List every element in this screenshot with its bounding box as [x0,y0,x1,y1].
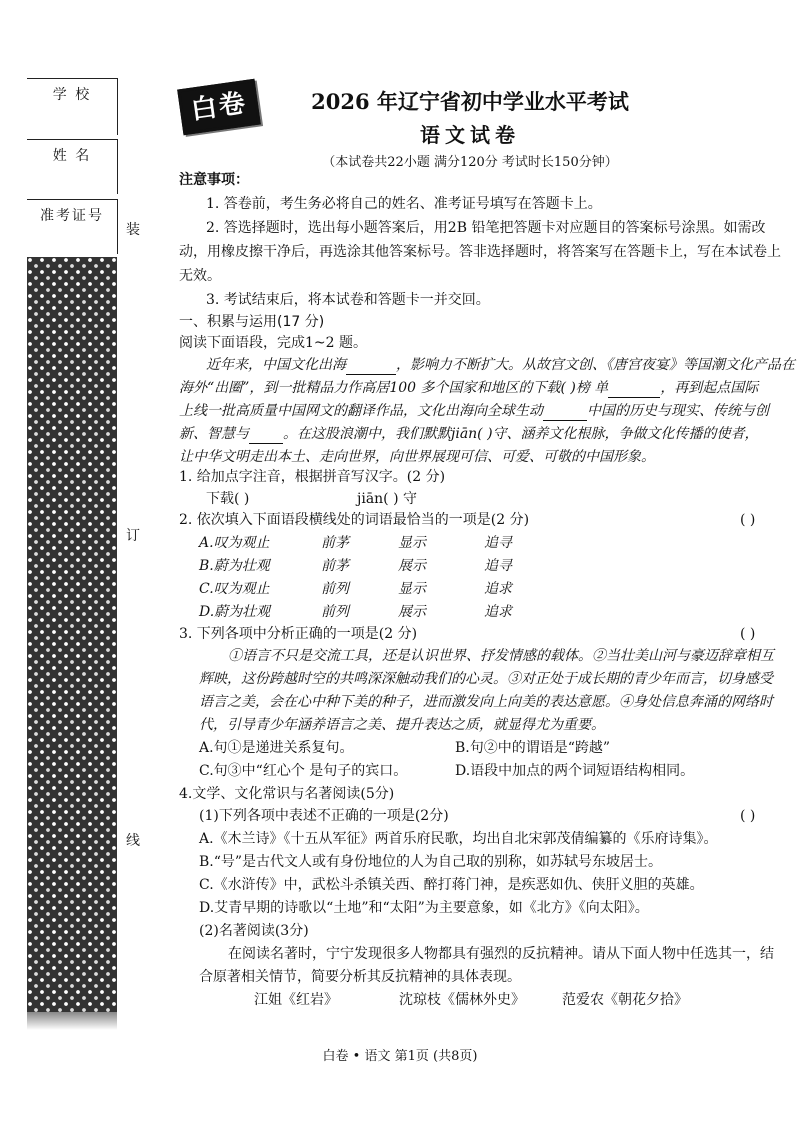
binding-char-zhuang: 装 [126,222,140,238]
q1-part-a: 下载( ) [206,491,250,507]
blank-3 [543,406,587,421]
passage-line-2b: ，再到起点国际 [660,380,759,396]
q2-option-b-3: 展示 [398,558,426,574]
q4-option-b: B.“号”是古代文人或有身份地位的人为自己取的别称，如苏轼号东坡居士。 [199,854,663,870]
binding-pattern [27,257,117,1012]
q3-passage-line-4: 代，引导青少年涵养语言之美、提升表达之质，就显得尤为重要。 [199,717,605,733]
q4-sub2-line-2: 合原著相关情节，简要分析其反抗精神的具体表现。 [199,969,521,985]
q2-option-b: B.蔚为壮观 [199,558,270,574]
q4-option-c: C.《水浒传》中，武松斗杀镇关西、醉打蒋门神，是疾恶如仇、侠肝义胆的英雄。 [199,877,704,893]
exam-meta: （本试卷共22小题 满分120分 考试时长150分钟） [322,155,618,170]
q2-answer-paren: ( ) [740,512,756,528]
q4-character-1: 江姐《红岩》 [254,992,338,1008]
notice-heading: 注意事项： [179,172,249,188]
passage-line-2 [179,378,758,398]
q2-option-a-3: 显示 [398,535,426,551]
notice-item-2-line-3: 无效。 [179,268,221,284]
q2-option-b-2: 前茅 [321,558,349,574]
blank-4 [249,429,283,444]
q2-stem: 2. 依次填入下面语段横线处的词语最恰当的一项是(2 分) [179,512,530,528]
q3-option-b: B.句②中的谓语是“跨越” [455,740,611,756]
passage-line-3a: 上线一批高质量中国网文的翻译作品，文化出海向全球生动 [179,403,543,419]
blank-2 [608,383,660,398]
q4-sub2-line-1: 在阅读名著时，宁宁发现很多人物都具有强烈的反抗精神。请从下面人物中任选其一，结 [228,946,774,962]
q4-sub2-stem: (2)名著阅读(3分) [199,923,309,939]
q4-option-d: D.艾青早期的诗歌以“土地”和“太阳”为主要意象，如《北方》《向太阳》。 [199,900,649,916]
school-label: 学 校 [52,87,92,103]
passage-line-4b: 。在这股浪潮中，我们默默jiān( )守、涵养文化根脉，争做文化传播的使者， [283,426,759,442]
q2-option-a-2: 前茅 [321,535,349,551]
page-footer: 白卷 • 语文 第1页 (共8页) [322,1049,478,1064]
q4-answer-paren: ( ) [740,808,756,824]
passage-line-1a: 近年来，中国文化出海 [206,357,346,373]
name-label: 姓 名 [52,148,92,164]
q1-stem: 1. 给加点字注音，根据拼音写汉字。(2 分) [179,469,446,485]
q3-option-c: C.句③中“红心个 是句子的宾口。 [199,763,408,779]
q4-stem: 4.文学、文化常识与名著阅读(5分) [179,786,395,802]
passage-line-1 [206,355,795,375]
exam-subtitle: 语文试卷 [420,123,520,147]
exam-number-field [27,199,118,254]
q2-option-c: C.叹为观止 [199,581,270,597]
q2-option-c-4: 追求 [484,581,512,597]
exam-title: 2026 年辽宁省初中学业水平考试 [311,89,629,114]
q3-answer-paren: ( ) [740,626,756,642]
passage-line-2a: 海外“出圈”，到一批精品力作高居100 多个国家和地区的下载( )榜 单 [179,380,609,396]
q3-passage-line-3: 语言之美，会在心中种下美的种子，进而激发向上向美的表达意愿。④身处信息奔涌的网络时 [199,694,773,710]
binding-char-xian: 线 [126,833,140,849]
blank-1 [346,360,396,375]
q4-sub1-stem: (1)下列各项中表述不正确的一项是(2分) [199,808,449,824]
exam-number-label: 准考证号 [40,208,104,224]
q4-character-3: 范爱农《朝花夕拾》 [562,992,688,1008]
q2-option-c-2: 前列 [321,581,349,597]
q2-option-d-3: 展示 [398,604,426,620]
q2-option-d-4: 追求 [484,604,512,620]
passage-line-3 [179,401,769,421]
q1-part-b: jiān( ) 守 [357,491,418,507]
q2-option-b-4: 追寻 [484,558,512,574]
passage-line-5: 让中华文明走出本土、走向世界，向世界展现可信、可爱、可敬的中国形象。 [179,449,655,465]
q3-option-a: A.句①是递进关系复句。 [199,740,354,756]
q3-option-d: D.语段中加点的两个词短语结构相同。 [455,763,695,779]
q3-stem: 3. 下列各项中分析正确的一项是(2 分) [179,626,418,642]
passage-line-4 [179,424,759,444]
passage-line-1b: ，影响力不断扩大。从故宫文创、《唐宫夜宴》等国潮文化产品在 [396,357,795,373]
passage-line-4a: 新、智慧与 [179,426,249,442]
q2-option-d-2: 前列 [321,604,349,620]
notice-item-3: 3. 考试结束后，将本试卷和答题卡一并交回。 [206,292,490,308]
section-1-intro: 阅读下面语段，完成1~2 题。 [179,335,367,351]
q3-passage-line-2: 辉映，这份跨越时空的共鸣深深触动我们的心灵。③对正处于成长期的青少年而言，切身感受 [199,671,773,687]
name-field [27,139,118,194]
school-field [27,78,118,135]
section-1-heading: 一、积累与运用(17 分) [179,314,325,330]
binding-pattern-fade [27,1012,117,1030]
q4-option-a: A.《木兰诗》《十五从军征》两首乐府民歌，均出自北宋郭茂倩编纂的《乐府诗集》。 [199,831,718,847]
notice-item-2-line-2: 动，用橡皮擦干净后，再选涂其他答案标号。答非选择题时，将答案写在答题卡上，写在本试卷上 [179,244,781,260]
q2-option-d: D.蔚为壮观 [199,604,271,620]
q4-character-2: 沈琼枝《儒林外史》 [399,992,525,1008]
q2-option-a: A.叹为观止 [199,535,270,551]
q2-option-c-3: 显示 [398,581,426,597]
notice-item-1: 1. 答卷前，考生务必将自己的姓名、准考证号填写在答题卡上。 [206,196,602,212]
passage-line-3b: 中国的历史与现实、传统与创 [587,403,769,419]
paper-badge: 白卷 [177,79,261,135]
q3-passage-line-1: ①语言不只是交流工具，还是认识世界、抒发情感的载体。②当壮美山河与豪迈辞章相互 [228,648,774,664]
notice-item-2-line-1: 2. 答选择题时，选出每小题答案后，用2B 铅笔把答题卡对应题目的答案标号涂黑。如需改 [206,220,766,236]
binding-char-ding: 订 [126,528,140,544]
q2-option-a-4: 追寻 [484,535,512,551]
